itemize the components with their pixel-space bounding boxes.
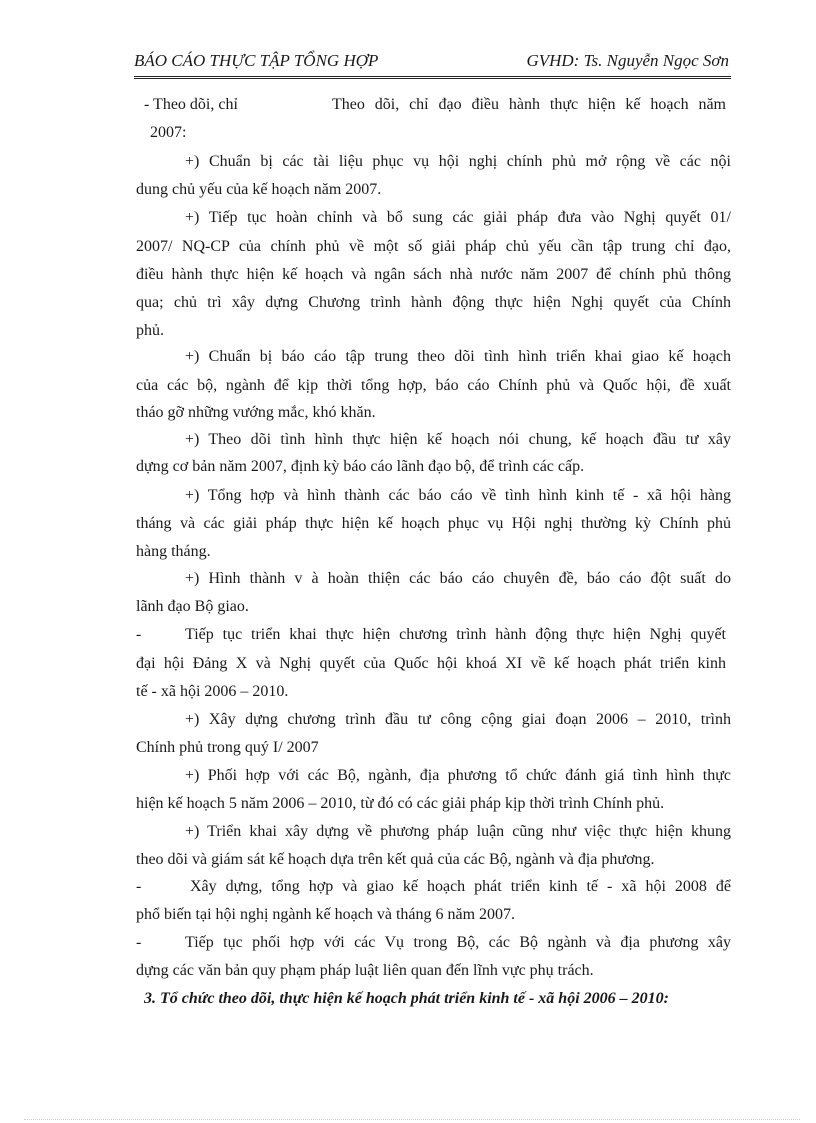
text-line: +) Chuẩn bị các tài liệu phục vụ hội nghị chính phủ mở rộng về các nội (185, 153, 731, 170)
text-line: đại hội Đảng X và Nghị quyết của Quốc hội khoá XI về kế hoạch phát triển kinh (136, 655, 726, 672)
text-line: +) Tiếp tục hoàn chỉnh và bổ sung các giải pháp đưa vào Nghị quyết 01/ (185, 209, 731, 226)
text-line: theo dõi và giám sát kế hoạch dựa trên kết quả của các Bộ, ngành và địa phương. (136, 851, 655, 868)
text-line: +) Xây dựng chương trình đầu tư công cộng giai đoạn 2006 – 2010, trình (185, 711, 731, 728)
text-line: phủ. (136, 322, 164, 339)
text-line: của các bộ, ngành để kịp thời tổng hợp, báo cáo Chính phủ và Quốc hội, đề xuất (136, 377, 731, 394)
text-line: điều hành thực hiện kế hoạch và ngân sách nhà nước năm 2007 để chính phủ thông (136, 266, 731, 283)
text-line: lãnh đạo Bộ giao. (136, 598, 249, 615)
text-line: tháo gỡ những vướng mắc, khó khăn. (136, 404, 376, 421)
text-line: hiện kế hoạch 5 năm 2006 – 2010, từ đó có các giải pháp kịp thời trình Chính phủ. (136, 795, 665, 812)
text-line: dựng cơ bản năm 2007, định kỳ báo cáo lãnh đạo bộ, để trình các cấp. (136, 458, 585, 475)
header-supervisor: GVHD: Ts. Nguyễn Ngọc Sơn (526, 51, 729, 70)
text-line: Xây dựng, tổng hợp và giao kế hoạch phát triển kinh tế - xã hội 2008 để (190, 878, 731, 895)
text-line: 2007: (150, 124, 187, 141)
text-line: tháng và các giải pháp thực hiện kế hoạch phục vụ Hội nghị thường kỳ Chính phủ (136, 515, 731, 532)
text-line: Chính phủ trong quý I/ 2007 (136, 739, 319, 756)
text-line: +) Hình thành v à hoàn thiện các báo cáo chuyên đề, báo cáo đột suất do (185, 570, 731, 587)
text-line: hàng tháng. (136, 543, 211, 560)
section-heading: 3. Tổ chức theo dõi, thực hiện kế hoạch phát triển kinh tế - xã hội 2006 – 2010: (144, 990, 669, 1007)
text-line: +) Triển khai xây dựng về phương pháp luận cũng như việc thực hiện khung (185, 823, 731, 840)
list-dash: - (136, 626, 142, 643)
text-line: - Theo dõi, chỉ (144, 96, 238, 113)
text-line: +) Phối hợp với các Bộ, ngành, địa phương tổ chức đánh giá tình hình thực (185, 767, 731, 784)
list-dash: - (136, 934, 142, 951)
list-dash: - (136, 878, 142, 895)
page-header (134, 50, 731, 79)
header-report-title: BÁO CÁO THỰC TẬP TỔNG HỢP (134, 51, 379, 70)
text-line: qua; chủ trì xây dựng Chương trình hành động thực hiện Nghị quyết của Chính (136, 294, 731, 311)
text-line: tế - xã hội 2006 – 2010. (136, 683, 289, 700)
text-line: dung chủ yếu của kế hoạch năm 2007. (136, 181, 382, 198)
text-line: Tiếp tục phối hợp với các Vụ trong Bộ, các Bộ ngành và địa phương xây (185, 934, 731, 951)
text-line: Theo dõi, chỉ đạo điều hành thực hiện kế hoạch năm (332, 96, 726, 113)
text-line: +) Theo dõi tình hình thực hiện kế hoạch nói chung, kế hoạch đầu tư xây (185, 431, 731, 448)
text-line: +) Tổng hợp và hình thành các báo cáo về tình hình kinh tế - xã hội hàng (185, 487, 731, 504)
text-line: +) Chuẩn bị báo cáo tập trung theo dõi tình hình triển khai giao kế hoạch (185, 348, 731, 365)
text-line: phổ biến tại hội nghị ngành kế hoạch và tháng 6 năm 2007. (136, 906, 516, 923)
text-line: 2007/ NQ-CP của chính phủ về một số giải pháp chủ yếu cần tập trung chỉ đạo, (136, 238, 731, 255)
page-bottom-border (24, 1119, 800, 1120)
text-line: Tiếp tục triển khai thực hiện chương trình hành động thực hiện Nghị quyết (185, 626, 726, 643)
text-line: dựng các văn bản quy phạm pháp luật liên quan đến lĩnh vực phụ trách. (136, 962, 594, 979)
